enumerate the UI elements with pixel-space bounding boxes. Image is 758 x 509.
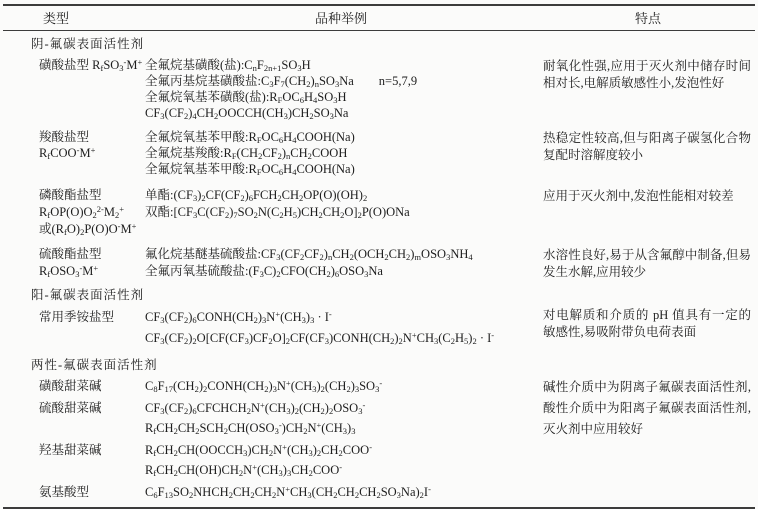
table-row	[3, 304, 755, 353]
formula: 全氟丙氧基硫酸盐$:(F_3C)_2CFO(CH_2)_6OSO_3Na$	[145, 264, 383, 280]
type-label: 磺酸甜菜碱	[39, 379, 102, 393]
formula: 全氟烷基磺酸(盐)$:C_nF_{2n+1}SO_3H$	[145, 58, 311, 74]
formula: $CF_3(CF_2)_6CFCHCH_2N^+(CH_3)_2(CH_2)_2OSO_3^-$	[145, 399, 366, 417]
type-cell	[3, 374, 141, 396]
section-header-row	[3, 31, 755, 56]
type-cell	[3, 396, 141, 438]
examples-cell	[141, 438, 541, 480]
type-label: 硫酸酯盐型	[39, 247, 102, 261]
type-label: $R_fCOO^-M^+$	[39, 144, 96, 162]
type-cell	[3, 480, 141, 508]
examples-cell	[141, 396, 541, 438]
formula: 全氟烷氧基苯甲酸$:R_FOC_6H_4COOH(Na)$	[145, 130, 355, 146]
header-row	[3, 5, 755, 31]
type-cell	[3, 244, 141, 284]
section-header-cationic: 阳-氟碳表面活性剂	[31, 288, 145, 302]
formula: 全氟烷氧基苯磺酸(盐)$:R_FOC_6H_4SO_3H$	[145, 90, 347, 106]
table-row	[3, 244, 755, 284]
formula: $R_fCH_2CH(OH)CH_2N^+(CH_3)_3CH_2COO^-$	[145, 461, 343, 479]
type-label: $R_fOP(O)O_2^{2-}M_2^+$	[39, 203, 125, 221]
type-cell	[3, 127, 141, 185]
section-header-amphoteric: 两性-氟碳表面活性剂	[31, 358, 158, 372]
table-row	[3, 55, 755, 127]
formula: $CF_3(CF_2)_6CONH(CH_2)_3N^+(CH_3)_3 \cdot I^-$	[145, 308, 332, 326]
examples-cell	[141, 55, 541, 127]
formula: $CF_3(CF_2)_4CH_2OOCCH(CH_3)CH_2SO_3Na$	[145, 106, 349, 122]
table-row	[3, 127, 755, 185]
type-cell	[3, 55, 141, 127]
type-label: 羧酸盐型	[39, 130, 90, 144]
type-label: $R_fOSO_3^-M^+$	[39, 262, 99, 280]
column-header-examples: 品种举例	[141, 5, 541, 31]
feature-cell: 耐氧化性强,应用于灭火剂中储存时间相对长,电解质敏感性小,发泡性好	[543, 59, 751, 90]
type-label: 氨基酸型	[39, 485, 90, 499]
formula: 全氟丙基烷基磺酸盐$:C_3F_7(CH_2)_nSO_3Na$ n=5,7,9	[145, 74, 418, 90]
formula: $R_fCH_2CH_2SCH_2CH(OSO_3^-)CH_2N^+(CH_3)_3$	[145, 419, 356, 437]
type-label: 羟基甜菜碱	[39, 443, 102, 457]
formula: $CF_3(CF_2)_2O[CF(CF_3)CF_2O]_2CF(CF_3)CONH(CH_2)_2N^+CH_3(C_2H_5)_2 \cdot I^-$	[145, 329, 495, 347]
column-header-type: 类型	[3, 5, 141, 31]
type-label: 或$(R_fO)_2P(O)O^-M^+$	[39, 220, 137, 238]
examples-cell	[141, 480, 541, 508]
fluorocarbon-surfactant-table	[3, 4, 755, 509]
examples-cell	[141, 185, 541, 244]
feature-cell: 水溶性良好,易于从含氟醇中制备,但易发生水解,应用较少	[543, 248, 751, 279]
examples-cell	[141, 374, 541, 396]
formula: 单酯$:(CF_3)_2CF(CF_2)_6FCH_2CH_2OP(O)(OH)_2$	[145, 188, 368, 204]
formula: $C_6F_{13}SO_2NHCH_2CH_2CH_2N^+CH_3(CH_2CH_2CH_2SO_3Na)_2I^-$	[145, 483, 431, 501]
type-label: 磺酸盐型 $R_fSO_3^-M^+$	[39, 56, 143, 74]
section-header-row	[3, 284, 755, 304]
table-row	[3, 185, 755, 244]
examples-cell	[141, 304, 541, 353]
feature-cell: 应用于灭火剂中,发泡性能相对较差	[543, 189, 734, 203]
type-label: 常用季铵盐型	[39, 310, 115, 324]
formula: 氟化烷基醚基硫酸盐$:CF_3(CF_2CF_2)_nCH_2(OCH_2CH_2)_mOSO_3NH_4$	[145, 247, 473, 263]
type-label: 磷酸酯盐型	[39, 188, 102, 202]
feature-cell: 碱性介质中为阴离子氟碳表面活性剂,酸性介质中为阳离子氟碳表面活性剂,灭火剂中应用较好	[543, 380, 751, 436]
feature-cell: 对电解质和介质的 pH 值具有一定的敏感性,易吸附带负电荷表面	[543, 308, 751, 339]
formula: 双酯$:[CF_3C(CF_2)_7SO_2N(C_2H_5)CH_2CH_2O]_2P(O)ONa$	[145, 205, 410, 221]
column-header-features: 特点	[541, 5, 755, 31]
type-cell	[3, 185, 141, 244]
feature-cell: 热稳定性较高,但与阳离子碳氢化合物复配时溶解度较小	[543, 131, 751, 162]
section-header-anionic: 阴-氟碳表面活性剂	[31, 37, 145, 51]
formula: $C_8F_{17}(CH_2)_2CONH(CH_2)_3N^+(CH_3)_2(CH_2)_3SO_3^-$	[145, 377, 383, 395]
formula: $R_fCH_2CH(OOCCH_3)CH_2N^+(CH_3)_2CH_2COO^-$	[145, 441, 373, 459]
type-cell	[3, 438, 141, 480]
type-cell	[3, 304, 141, 353]
examples-cell	[141, 244, 541, 284]
formula: 全氟烷基羧酸$:R_F(CH_2CF_2)_nCH_2COOH$	[145, 146, 348, 162]
table-row	[3, 374, 755, 396]
section-header-row	[3, 353, 755, 374]
formula: 全氟烷氧基苯甲酸$:R_FOC_6H_4COOH(Na)$	[145, 162, 355, 178]
examples-cell	[141, 127, 541, 185]
type-label: 硫酸甜菜碱	[39, 401, 102, 415]
